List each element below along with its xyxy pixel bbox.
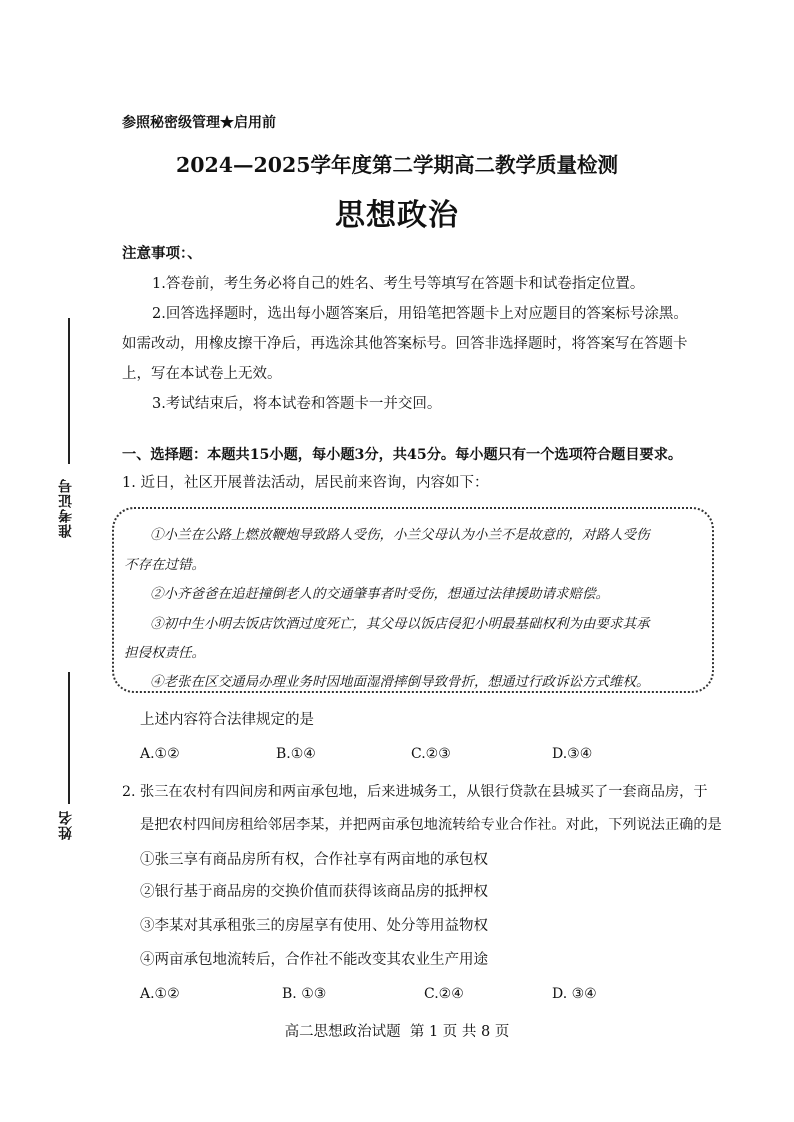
subject-title: 思想政治 (335, 198, 459, 233)
q1-option-c[interactable]: C.②③ (411, 746, 451, 762)
q1-material-line: ①小兰在公路上燃放鞭炮导致路人受伤，小兰父母认为小兰不是故意的，对路人受伤 (150, 527, 650, 543)
q1-material-line: 担侵权责任。 (124, 645, 205, 661)
q1-material-line: ③初中生小明去饭店饮酒过度死亡，其父母以饭店侵犯小明最基础权利为由要求其承 (150, 616, 650, 632)
q1-option-b[interactable]: B.①④ (276, 746, 316, 762)
ticket-number-line (68, 318, 70, 464)
name-line (68, 672, 70, 804)
page-footer: 高二思想政治试题 第 1 页 共 8 页 (284, 1024, 510, 1040)
q2-option-d[interactable]: D. ③④ (552, 986, 597, 1002)
q2-option-a[interactable]: A.①② (140, 986, 180, 1002)
q2-stem-line-1: 2. 张三在农村有四间房和两亩承包地，后来进城务工，从银行贷款在县城买了一套商品房，于 (122, 784, 708, 800)
q1-material-line: ②小齐爸爸在追赶撞倒老人的交通肇事者时受伤，想通过法律援助请求赔偿。 (150, 586, 609, 602)
notice-heading: 注意事项：、 (122, 245, 202, 262)
q2-option-c[interactable]: C.②④ (424, 986, 464, 1002)
notice-item-1: 1.答卷前，考生务必将自己的姓名、考生号等填写在答题卡和试卷指定位置。 (152, 276, 645, 292)
name-label: 姓名 (58, 810, 74, 840)
section-heading: 一、选择题：本题共15小题，每小题3分，共45分。每小题只有一个选项符合题目要求。 (122, 447, 683, 463)
ticket-number-label: 准考证号 (58, 478, 74, 538)
notice-item-2-cont: 如需改动，用橡皮擦干净后，再选涂其他答案标号。回答非选择题时，将答案写在答题卡 (122, 336, 688, 352)
notice-item-2-cont2: 上，写在本试卷上无效。 (122, 366, 282, 382)
exam-title: 2024—2025学年度第二学期高二教学质量检测 (175, 153, 619, 177)
q1-material-line: ④老张在区交通局办理业务时因地面湿滑摔倒导致骨折，想通过行政诉讼方式维权。 (150, 674, 650, 690)
notice-item-3: 3.考试结束后，将本试卷和答题卡一并交回。 (152, 396, 442, 412)
q1-option-d[interactable]: D.③④ (552, 746, 593, 762)
q1-stem: 1. 近日，社区开展普法活动，居民前来咨询，内容如下： (122, 475, 489, 491)
q2-statement-2: ②银行基于商品房的交换价值而获得该商品房的抵押权 (140, 884, 488, 900)
q2-statement-4: ④两亩承包地流转后，合作社不能改变其农业生产用途 (140, 952, 488, 968)
q2-option-b[interactable]: B. ①③ (282, 986, 327, 1002)
notice-item-2: 2.回答选择题时，选出每小题答案后，用铅笔把答题卡上对应题目的答案标号涂黑。 (152, 306, 688, 322)
q1-option-a[interactable]: A.①② (140, 746, 180, 762)
q1-question: 上述内容符合法律规定的是 (140, 712, 314, 728)
confidential-note: 参照秘密级管理★启用前 (122, 115, 276, 131)
q1-material-line: 不存在过错。 (124, 557, 205, 573)
q2-statement-3: ③李某对其承租张三的房屋享有使用、处分等用益物权 (140, 918, 488, 934)
q2-statement-1: ①张三享有商品房所有权，合作社享有两亩地的承包权 (140, 852, 488, 868)
q2-stem-line-2: 是把农村四间房租给邻居李某，并把两亩承包地流转给专业合作社。对此，下列说法正确的是 (140, 817, 722, 833)
